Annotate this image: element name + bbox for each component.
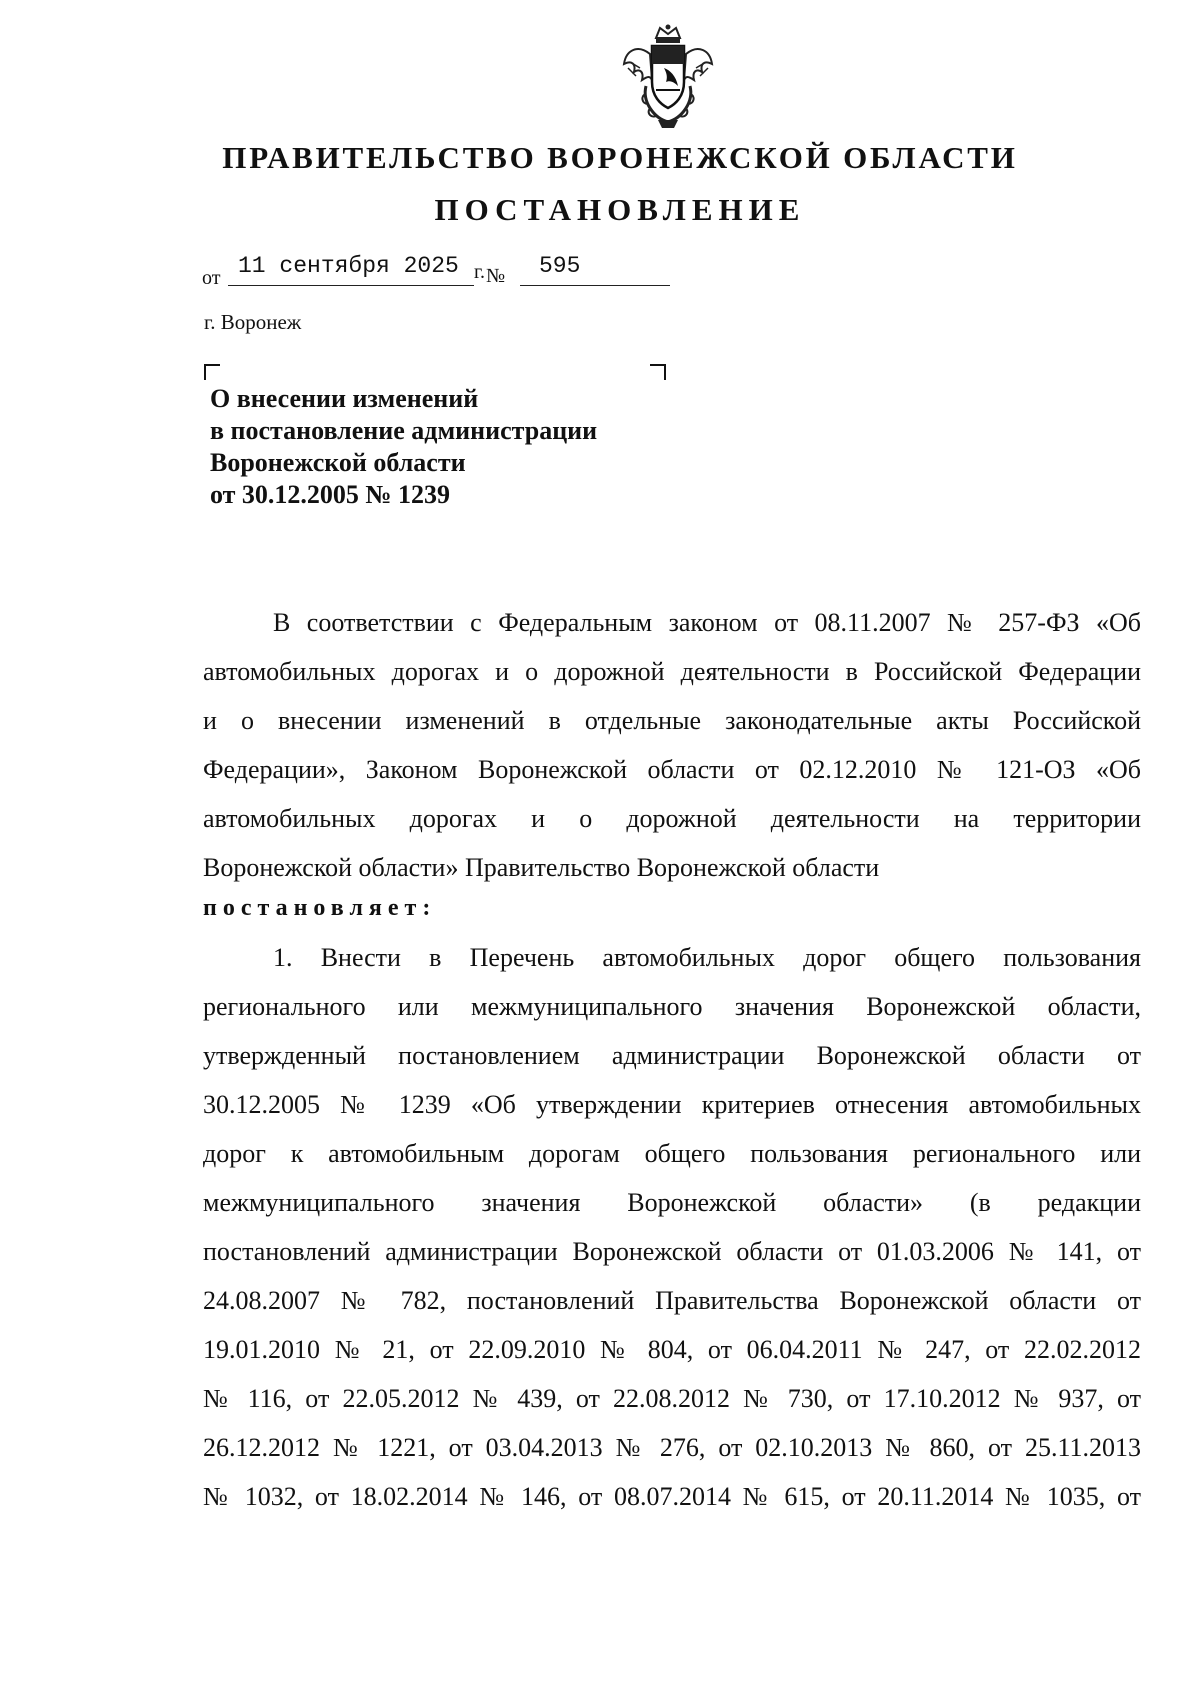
subject-line: Воронежской области	[210, 448, 466, 477]
paragraph-line: 26.12.2012 № 1221, от 03.04.2013 № 276, от 02.10.2013 № 860, от 25.11.2013	[203, 1433, 1141, 1462]
paragraph-line: 30.12.2005 № 1239 «Об утверждении критериев отнесения автомобильных	[203, 1090, 1141, 1119]
paragraph-line: 19.01.2010 № 21, от 22.09.2010 № 804, от 06.04.2011 № 247, от 22.02.2012	[203, 1335, 1141, 1364]
document-type-title: ПОСТАНОВЛЕНИЕ	[434, 192, 806, 227]
date-number-line	[202, 253, 682, 287]
number-underline	[520, 285, 670, 286]
paragraph-line: автомобильных дорогах и о дорожной деятельности на территории	[203, 804, 1141, 833]
paragraph-line: 24.08.2007 № 782, постановлений Правительства Воронежской области от	[203, 1286, 1141, 1315]
paragraph-line: регионального или межмуниципального значения Воронежской области,	[203, 992, 1141, 1021]
coat-of-arms-emblem-icon	[620, 24, 716, 130]
date-underline	[228, 285, 474, 286]
paragraph-line: и о внесении изменений в отдельные законодательные акты Российской	[203, 706, 1141, 735]
paragraph-line: постановлений администрации Воронежской области от 01.03.2006 № 141, от	[203, 1237, 1141, 1266]
paragraph-line: межмуниципального значения Воронежской области» (в редакции	[203, 1188, 1141, 1217]
organization-title: ПРАВИТЕЛЬСТВО ВОРОНЕЖСКОЙ ОБЛАСТИ	[222, 140, 1018, 175]
paragraph-line: 1. Внести в Перечень автомобильных дорог общего пользования	[273, 943, 1141, 972]
subject-line: О внесении изменений	[210, 384, 479, 413]
paragraph-line: дорог к автомобильным дорогам общего пользования регионального или	[203, 1139, 1141, 1168]
paragraph-line: Федерации», Законом Воронежской области от 02.12.2010 № 121-ОЗ «Об	[203, 755, 1141, 784]
document-date: 11 сентября 2025	[238, 253, 459, 279]
subject-corner-right	[650, 364, 666, 380]
paragraph-line: № 116, от 22.05.2012 № 439, от 22.08.2012 № 730, от 17.10.2012 № 937, от	[203, 1384, 1141, 1413]
paragraph-line: автомобильных дорогах и о дорожной деятельности в Российской Федерации	[203, 657, 1141, 686]
paragraph-line: В соответствии с Федеральным законом от 08.11.2007 № 257-ФЗ «Об	[273, 608, 1141, 637]
resolve-word: постановляет:	[203, 895, 437, 921]
subject-line: от 30.12.2005 № 1239	[210, 480, 451, 509]
date-prefix: от	[202, 267, 221, 289]
item-1-paragraph	[203, 933, 1141, 1521]
paragraph-line: Воронежской области» Правительство Воронежской области	[203, 853, 880, 882]
paragraph-line: утвержденный постановлением администрации Воронежской области от	[203, 1041, 1141, 1070]
year-suffix: г.	[474, 261, 485, 283]
city-name: г. Воронеж	[204, 310, 302, 334]
number-label: №	[486, 265, 506, 287]
preamble-paragraph	[203, 598, 1141, 892]
document-number: 595	[539, 253, 581, 279]
paragraph-line: № 1032, от 18.02.2014 № 146, от 08.07.2014 № 615, от 20.11.2014 № 1035, от	[203, 1482, 1141, 1511]
document-subject	[210, 383, 597, 511]
subject-line: в постановление администрации	[210, 416, 598, 445]
subject-corner-left	[204, 364, 220, 380]
